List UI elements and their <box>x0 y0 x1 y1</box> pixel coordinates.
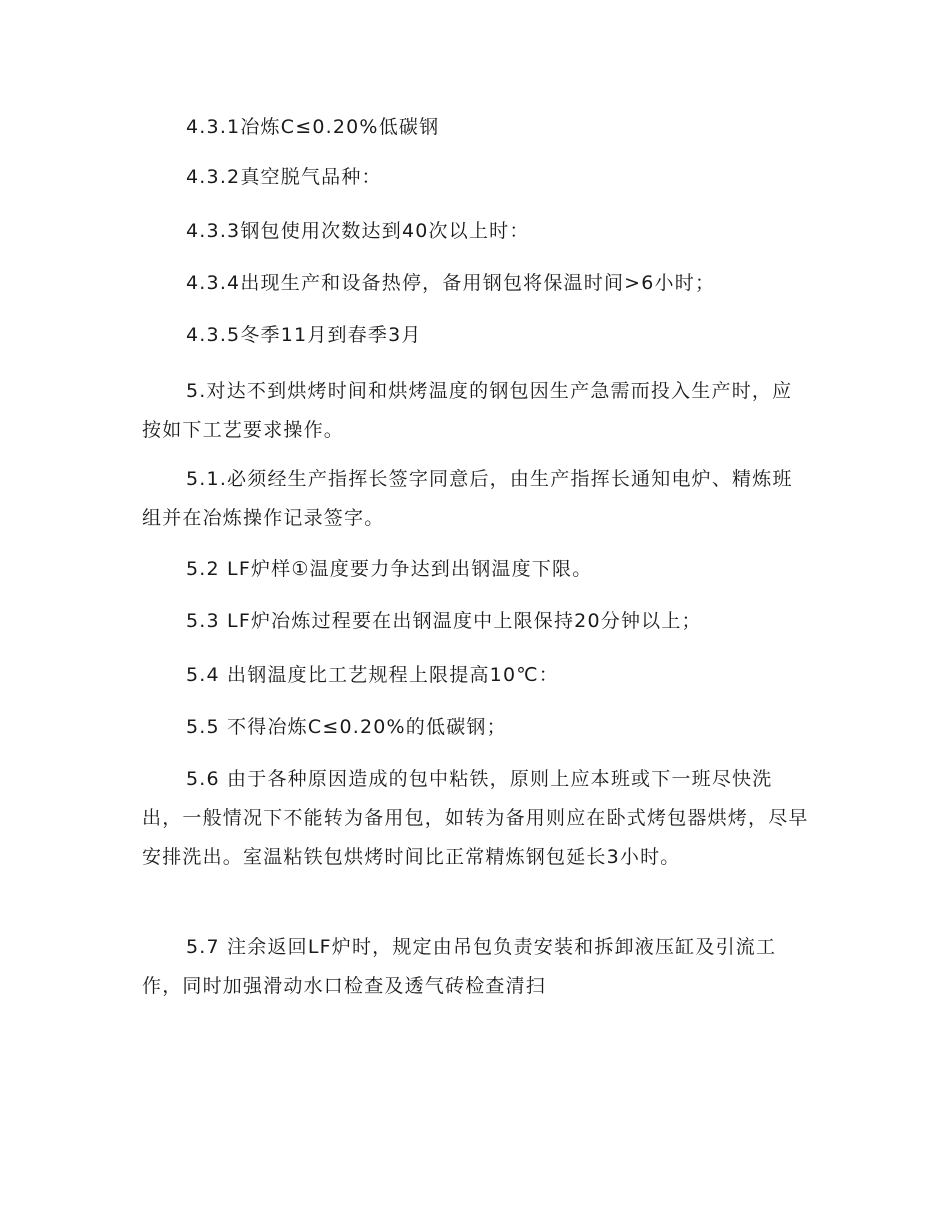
paragraph-4-3-2: 4.3.2真空脱气品种： <box>186 166 382 188</box>
paragraph-5-1: 5.1.必须经生产指挥长签字同意后，由生产指挥长通知电炉、精炼班组并在冶炼操作记录签字。 <box>142 468 793 529</box>
paragraph-5-5: 5.5 不得冶炼C≤0.20%的低碳钢； <box>186 716 507 738</box>
paragraph-4-3-4: 4.3.4出现生产和设备热停，备用钢包将保温时间>6小时； <box>186 272 716 294</box>
paragraph-5-2: 5.2 LF炉样①温度要力争达到出钢温度下限。 <box>186 558 593 580</box>
paragraph-4-3-1: 4.3.1冶炼C≤0.20%低碳钢 <box>186 116 440 138</box>
paragraph-5-7: 5.7 注余返回LF炉时，规定由吊包负责安装和拆卸液压缸及引流工作，同时加强滑动水口检查及透气砖检查清扫 <box>142 936 777 997</box>
paragraph-5-6: 5.6 由于各种原因造成的包中粘铁，原则上应本班或下一班尽快洗出，一般情况下不能转为备用包，如转为备用则应在卧式烤包器烘烤，尽早安排洗出。室温粘铁包烘烤时间比正常精炼钢包延长3小时。 <box>142 768 809 868</box>
paragraph-5-3: 5.3 LF炉冶炼过程要在出钢温度中上限保持20分钟以上； <box>186 610 702 632</box>
paragraph-5: 5.对达不到烘烤时间和烘烤温度的钢包因生产急需而投入生产时，应按如下工艺要求操作。 <box>142 380 793 441</box>
paragraph-4-3-3: 4.3.3钢包使用次数达到40次以上时： <box>186 220 530 242</box>
paragraph-5-4: 5.4 出钢温度比工艺规程上限提高10℃： <box>186 664 559 686</box>
paragraph-4-3-5: 4.3.5冬季11月到春季3月 <box>186 324 422 346</box>
